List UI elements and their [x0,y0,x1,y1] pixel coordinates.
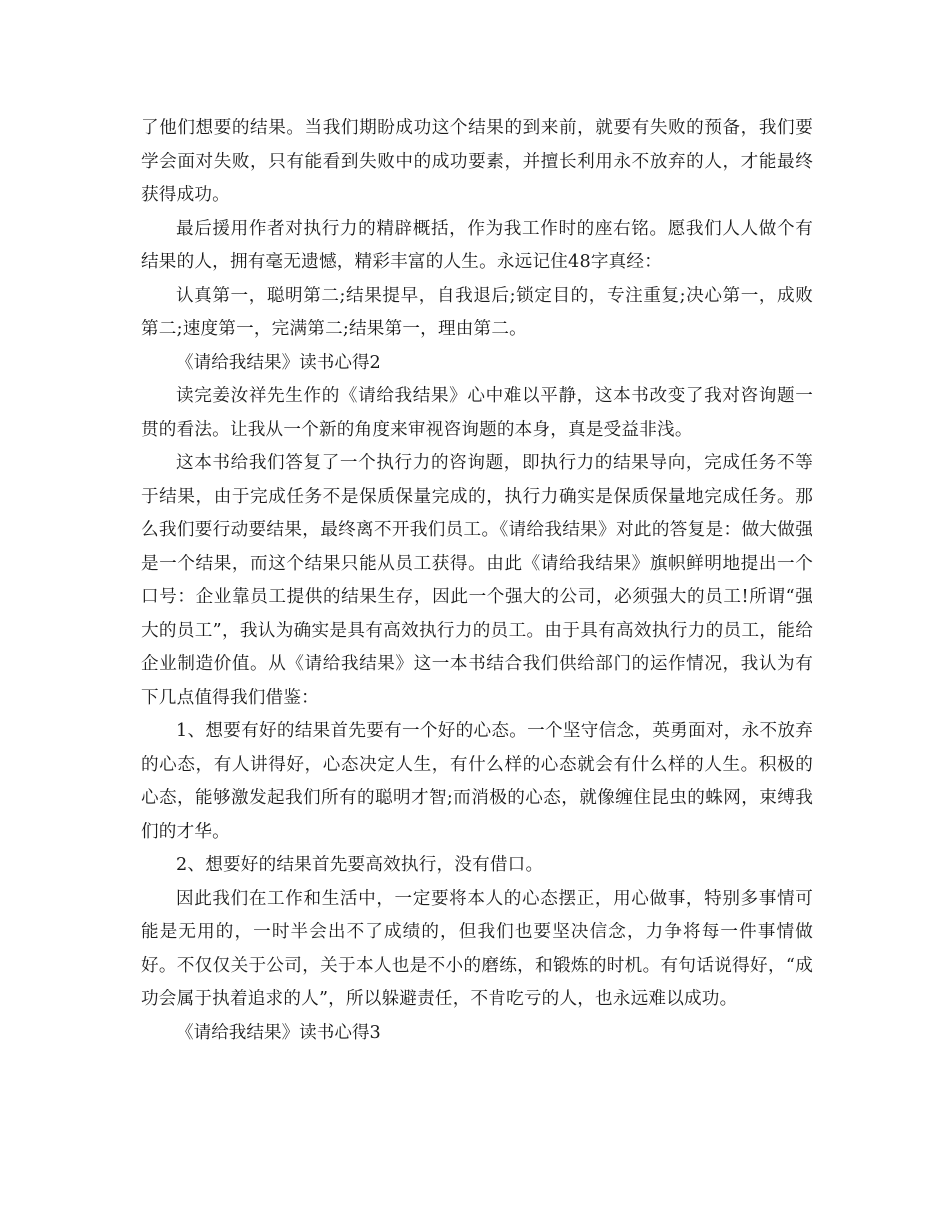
section-heading: 《请给我结果》读书心得3 [176,1022,381,1043]
paragraph: 最后援用作者对执行力的精辟概括，作为我工作时的座右铭。愿我们人人做个有结果的人，拥有毫无遗憾，精彩丰富的人生。永远记住48字真经： [141,218,813,272]
paragraph: 了他们想要的结果。当我们期盼成功这个结果的到来前，就要有失败的预备，我们要学会面对失败，只有能看到失败中的成功要素，并擅长利用永不放弃的人，才能最终获得成功。 [141,118,813,205]
paragraph: 2、想要好的结果首先要高效执行，没有借口。 [176,855,544,875]
paragraph: 这本书给我们答复了一个执行力的咨询题，即执行力的结果导向，完成任务不等于结果，由于完成任务不是保质保量完成的，执行力确实是保质保量地完成任务。那么我们要行动要结果，最终离不开我们员工。《请给我结果》对此的答复是：做大做强是一个结果，而这个结果只能从员工获得。由此《请给我结果》旗帜鲜明地提出一个口号：企业靠员工提供的结果生存，因此一个强大的公司，必须强大的员工!所谓“强大的员工”，我认为确实是具有高效执行力的员工。由于具有高效执行力的员工，能给企业制造价值。从《请给我结果》这一本书结合我们供给部门的运作情况，我认为有下几点值得我们借鉴： [141,453,813,708]
paragraph: 因此我们在工作和生活中，一定要将本人的心态摆正，用心做事，特别多事情可能是无用的，一时半会出不了成绩的，但我们也要坚决信念，力争将每一件事情做好。不仅仅关于公司，关于本人也是不小的磨练，和锻炼的时机。有句话说得好，“成功会属于执着追求的人”，所以躲避责任，不肯吃亏的人，也永远难以成功。 [141,888,813,1009]
paragraph: 读完姜汝祥先生作的《请给我结果》心中难以平静，这本书改变了我对咨询题一贯的看法。让我从一个新的角度来审视咨询题的本身，真是受益非浅。 [141,386,813,440]
section-heading: 《请给我结果》读书心得2 [176,352,381,373]
paragraph: 1、想要有好的结果首先要有一个好的心态。一个坚守信念，英勇面对，永不放弃的心态，有人讲得好，心态决定人生，有什么样的心态就会有什么样的人生。积极的心态，能够激发起我们所有的聪明才智;而消极的心态，就像缠住昆虫的蛛网，束缚我们的才华。 [141,721,813,842]
document-body [141,112,813,1050]
paragraph: 认真第一，聪明第二;结果提早，自我退后;锁定目的，专注重复;决心第一，成败第二;速度第一，完满第二;结果第一，理由第二。 [141,285,813,339]
